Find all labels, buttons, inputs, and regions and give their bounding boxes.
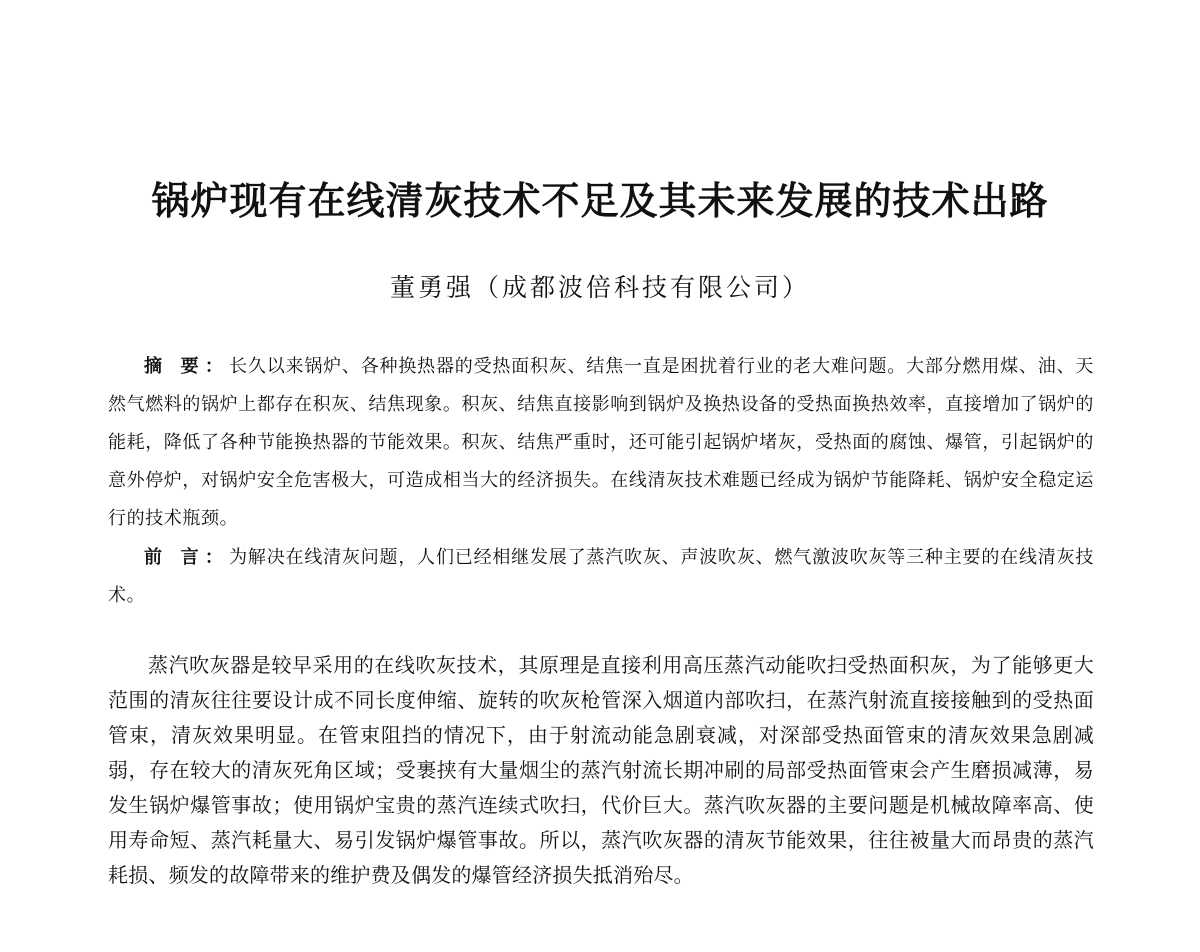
steam-sootblower-paragraph: 蒸汽吹灰器是较早采用的在线吹灰技术，其原理是直接利用高压蒸汽动能吹扫受热面积灰，为了能够更大范围的清灰往往要设计成不同长度伸缩、旋转的吹灰枪管深入烟道内部吹扫，在蒸汽射流直接接触到的受热面管束，清灰效果明显。在管束阻挡的情况下，由于射流动能急剧衰减，对深部受热面管束的清灰效果急剧减弱，存在较大的清灰死角区域；受裹挟有大量烟尘的蒸汽射流长期冲刷的局部受热面管束会产生磨损减薄，易发生锅炉爆管事故；使用锅炉宝贵的蒸汽连续式吹扫，代价巨大。蒸汽吹灰器的主要问题是机械故障率高、使用寿命短、蒸汽耗量大、易引发锅炉爆管事故。所以，蒸汽吹灰器的清灰节能效果，往往被量大而昂贵的蒸汽耗损、频发的故障带来的维护费及偶发的爆管经济损失抵消殆尽。 [108, 653, 1094, 887]
foreword-paragraph [108, 539, 1094, 615]
foreword-text: 为解决在线清灰问题，人们已经相继发展了蒸汽吹灰、声波吹灰、燃气激波吹灰等三种主要的在线清灰技术。 [108, 547, 1094, 606]
author-affiliation: 董勇强（成都波倍科技有限公司） [389, 273, 810, 302]
abstract-text: 长久以来锅炉、各种换热器的受热面积灰、结焦一直是困扰着行业的老大难问题。大部分燃用煤、油、天然气燃料的锅炉上都存在积灰、结焦现象。积灰、结焦直接影响到锅炉及换热设备的受热面换热效率，直接增加了锅炉的能耗，降低了各种节能换热器的节能效果。积灰、结焦严重时，还可能引起锅炉堵灰，受热面的腐蚀、爆管，引起锅炉的意外停炉，对锅炉安全危害极大，可造成相当大的经济损失。在线清灰技术难题已经成为锅炉节能降耗、锅炉安全稳定运行的技术瓶颈。 [108, 356, 1094, 529]
abstract-label: 摘 要： [144, 356, 230, 377]
abstract-paragraph [108, 348, 1094, 538]
foreword-label: 前 言： [144, 547, 230, 568]
document-title: 锅炉现有在线清灰技术不足及其未来发展的技术出路 [151, 178, 1049, 223]
